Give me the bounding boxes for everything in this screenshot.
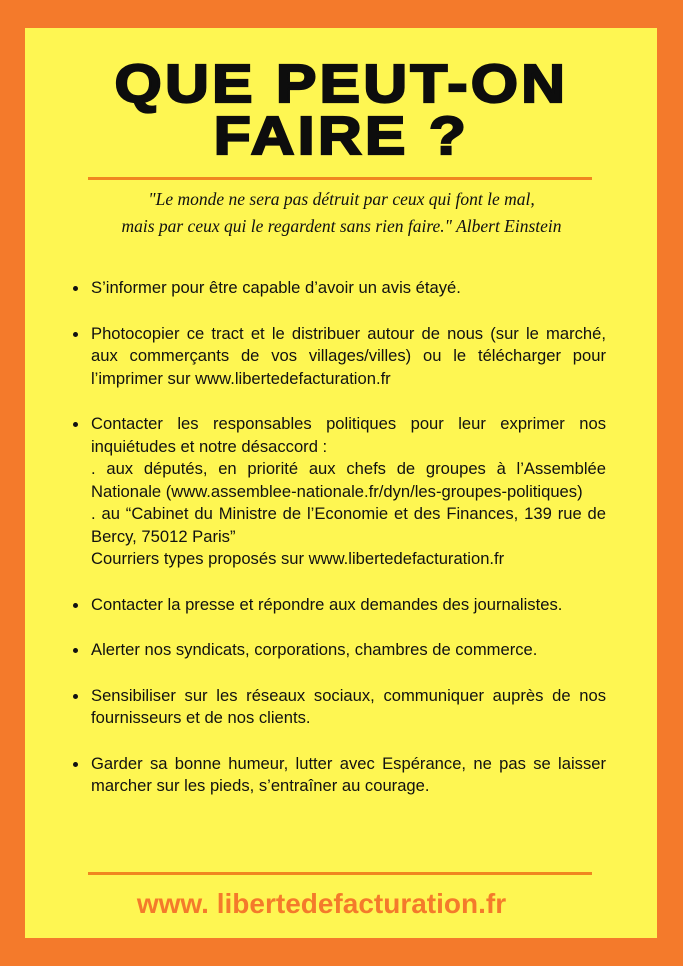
list-item [72,639,606,662]
action-list [72,277,606,821]
item-text: S’informer pour être capable d’avoir un avis étayé. [91,278,461,297]
item-text: Photocopier ce tract et le distribuer autour de nous (sur le marché, aux commerçants de vos villages/villes) ou le télécharger pour l’imprimer sur www.libertedefacturation.fr [91,323,606,388]
footer-url[interactable]: www. libertedefacturation.fr [136,888,507,919]
item-subtext: Courriers types proposés sur www.libertedefacturation.fr [91,549,505,568]
title-line-1: QUE PEUT-ON [114,54,569,114]
einstein-quote [0,186,683,240]
title-line-2: FAIRE ? [213,106,470,166]
item-text: Garder sa bonne humeur, lutter avec Espérance, ne pas se laisser marcher sur les pieds, s’entraîner au courage. [91,753,606,795]
list-item [72,753,606,798]
item-text: Contacter la presse et répondre aux demandes des journalistes. [91,594,563,614]
bottom-divider [88,872,592,875]
item-text: Alerter nos syndicats, corporations, chambres de commerce. [91,640,538,659]
item-subtext: . au “Cabinet du Ministre de l’Economie et des Finances, 139 rue de Bercy, 75012 Paris” [91,504,606,546]
list-item [72,323,606,391]
quote-line-2: mais par ceux qui le regardent sans rien faire." Albert Einstein [121,216,562,236]
list-item [72,413,606,571]
item-text: Sensibiliser sur les réseaux sociaux, communiquer auprès de nos fournisseurs et de nos clients. [91,685,606,727]
item-text: Contacter les responsables politiques pour leur exprimer nos inquiétudes et notre désaccord : [91,414,606,456]
item-subtext: . aux députés, en priorité aux chefs de groupes à l’Assemblée Nationale (www.assemblee-nationale.fr/dyn/les-groupes-politiques) [91,459,606,501]
list-item [72,685,606,730]
top-divider [88,177,592,180]
quote-line-1: "Le monde ne sera pas détruit par ceux qui font le mal, [148,189,535,209]
list-item [72,594,606,617]
list-item [72,277,606,300]
